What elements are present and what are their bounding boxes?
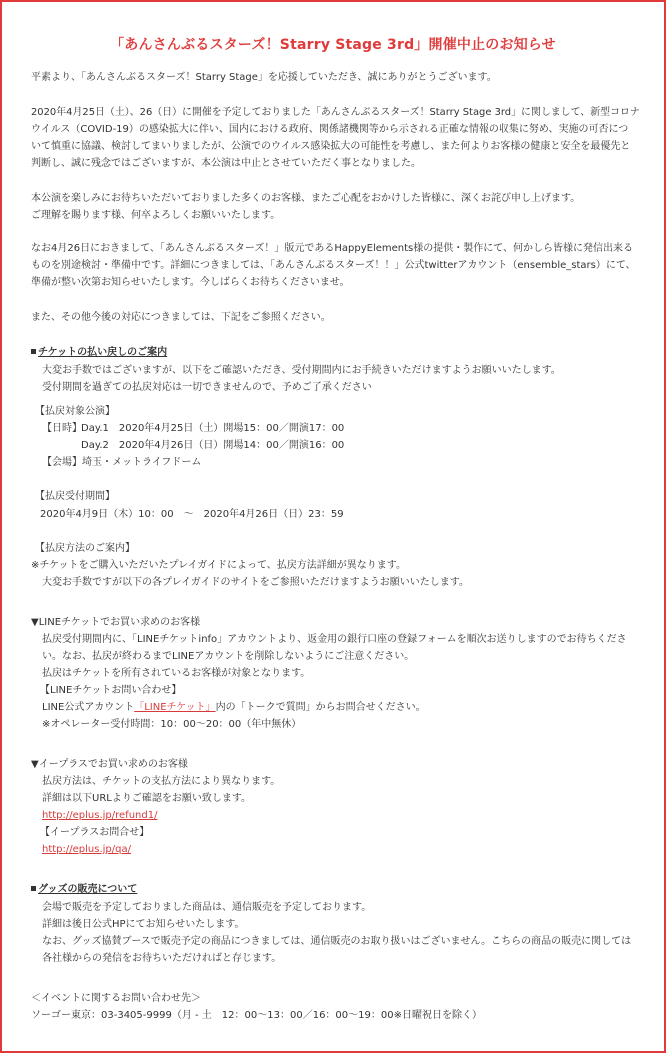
contact-info: ソーゴー東京：03-3405-9999（月 - 土 12：00～13：00／16：00～19：00※日曜祝日を除く） [31,1010,482,1021]
goods-info-line: 詳細は後日公式HPにてお知らせいたします。 [42,919,245,930]
line-ticket-heading: ▼LINEチケットでお買い求めのお客様 [31,617,201,628]
followup-paragraph-line: 準備が整い次第お知らせいたします。今しばらくお待ちくださいませ。 [31,277,350,288]
refund-method-heading: 【払戻方法のご案内】 [35,543,135,554]
cancellation-paragraph-line: 2020年4月25日（土）、26（日）に開催を予定しておりました「あんさんぶるスターズ！Starry Stage 3rd」に関しまして、新型コロナ [31,107,640,118]
refund-info-line: 受付期間を過ぎての払戻対応は一切できませんので、予めご了承ください [42,382,372,393]
eplus-info-line: 詳細は以下URLよりご確認をお願い致します。 [42,793,252,804]
cancellation-paragraph-line: ウイルス（COVID-19）の感染拡大に伴い、国内における政府、関係諸機関等から示される正確な情報の収集に努め、実施の可否につ [31,124,629,135]
eplus-qa-link[interactable]: http://eplus.jp/qa/ [42,844,131,855]
square-bullet-icon [31,349,36,354]
cancellation-paragraph-line: いて慎重に協議、検討してまいりましたが、公演でのウイルス感染拡大の可能性を考慮し、また何よりお客様の健康と安全を最優先と [31,141,631,152]
goods-heading-text: グッズの販売について [38,884,138,895]
eplus-qa-link-row [42,843,131,857]
goods-info-line: 各社様からの発信をお待ちいただければと存じます。 [42,953,282,964]
followup-paragraph-line: なお4月26日におきまして、「あんさんぶるスターズ！」版元であるHappyElements様の提供・製作にて、何かしら皆様に発信出来る [31,243,634,254]
goods-info-line: なお、グッズ協賛ブースで販売予定の商品につきましては、通信販売のお取り扱いはございません。こちらの商品の販売に関しては [42,936,632,947]
square-bullet-icon [31,886,36,891]
line-ticket-info-line: 払戻はチケットを所有されているお客様が対象となります。 [42,668,311,679]
refund-period: 2020年4月9日（木）10：00 ～ 2020年4月26日（日）23：59 [40,509,344,520]
eplus-heading: ▼イープラスでお買い求めのお客様 [31,759,188,770]
inquiry-suffix-text: 内の「トークで質問」からお問合せください。 [215,702,426,713]
eplus-inquiry-heading: 【イープラスお問合せ】 [40,827,150,838]
refund-method-line: 大変お手数ですが以下の各プレイガイドのサイトをご参照いただけますようお願いいたします。 [42,577,469,588]
day2-schedule: Day.2 2020年4月26日（日）開場14：00／開演16：00 [81,440,345,451]
contact-heading: ＜イベントに関するお問い合わせ先＞ [31,993,201,1004]
goods-section-heading [31,883,137,897]
line-ticket-info-line: 払戻受付期間内に、「LINEチケットinfo」アカウントより、返金用の銀行口座の登録フォームを順次お送りしますのでお待ちくださ [42,634,627,645]
refund-heading-text: チケットの払い戻しのご案内 [38,347,168,358]
intro-paragraph: 平素より、「あんさんぶるスターズ！Starry Stage」を応援していただき、誠にありがとうございます。 [31,72,497,83]
refund-info-line: 大変お手数ではございますが、以下をご確認いただき、受付期間内にお手続きいただけますようお願いいたします。 [42,365,561,376]
refund-section-heading [31,346,167,360]
apology-paragraph-line: ご理解を賜ります様、何卒よろしくお願いいたします。 [31,210,281,221]
followup-paragraph-line: ものを別途検討・準備中です。詳細につきましては、「あんさんぶるスターズ！！」公式twitterアカウント（ensemble_stars）にて、 [31,260,636,271]
line-ticket-info-line: い。なお、払戻が終わるまでLINEアカウントを削除しないようにご注意ください。 [42,651,415,662]
page-title: 「あんさんぶるスターズ！Starry Stage 3rd」開催中止のお知らせ [110,37,556,53]
day1-schedule: Day.1 2020年4月25日（土）開場15：00／開演17：00 [81,423,345,434]
date-label: 【日時】 [42,423,82,434]
eplus-refund-link[interactable]: http://eplus.jp/refund1/ [42,810,158,821]
cancellation-paragraph-line: 判断し、誠に残念ではございますが、本公演は中止とさせていただく事となりました。 [31,158,421,169]
apology-paragraph-line: 本公演を楽しみにお待ちいただいておりました多くのお客様、またご心配をおかけした皆様に、深くお詫び申し上げます。 [31,193,581,204]
reference-paragraph: また、その他今後の対応につきましては、下記をご参照ください。 [31,312,331,323]
line-ticket-inquiry-heading: 【LINEチケットお問い合わせ】 [40,685,182,696]
eplus-info-line: 払戻方法は、チケットの支払方法により異なります。 [42,776,281,787]
line-ticket-link[interactable]: 「LINEチケット」 [134,702,216,713]
refund-period-heading: 【払戻受付期間】 [35,491,115,502]
operator-hours: ※オペレーター受付時間：10：00～20：00（年中無休） [42,719,302,730]
venue-info: 【会場】埼玉・メットライフドーム [42,457,202,468]
inquiry-prefix-text: LINE公式アカウント [42,702,135,713]
target-show-heading: 【払戻対象公演】 [35,406,115,417]
eplus-refund-link-row [42,809,157,823]
line-ticket-inquiry-line [42,701,426,715]
goods-info-line: 会場で販売を予定しておりました商品は、通信販売を予定しております。 [42,902,372,913]
refund-method-line: ※チケットをご購入いただいたプレイガイドによって、払戻方法詳細が異なります。 [31,560,406,571]
